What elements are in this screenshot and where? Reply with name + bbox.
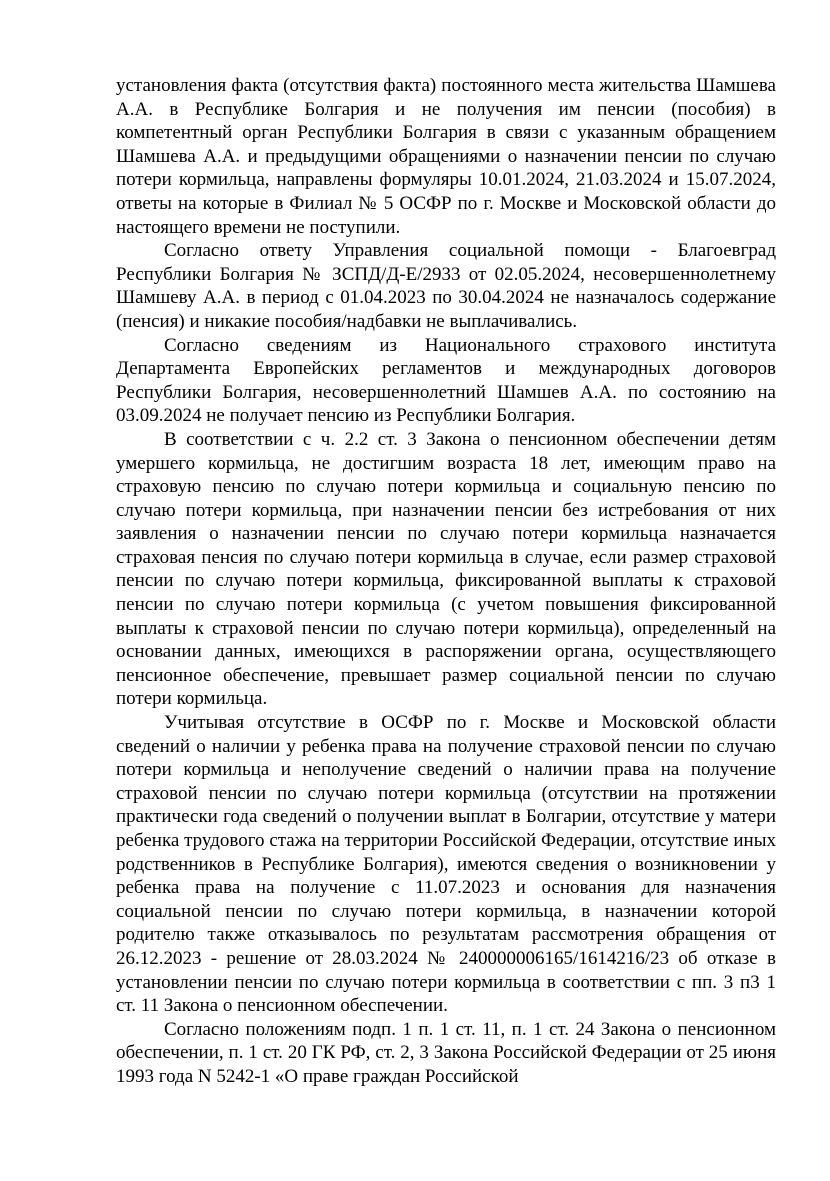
paragraph-legal-provisions: Согласно положениям подп. 1 п. 1 ст. 11, п. 1 ст. 24 Закона о пенсионном обеспечении, п. 1 ст. 20 ГК РФ, ст. 2, 3 Закона Российской Федерации от 25 июня 1993 года N 5242-1 «О праве граждан Российской: [116, 1018, 776, 1087]
paragraph-insurance-institute-info: Согласно сведениям из Национального страхового института Департамента Европейских регламентов и международных договоров Республики Болгария, несовершеннолетний Шамшев А.А. по состоянию на 03.09.2024 не получает пенсию из Республики Болгария.: [116, 334, 776, 427]
paragraph-considering-absence: Учитывая отсутствие в ОСФР по г. Москве и Московской области сведений о наличии у ребенка права на получение страховой пенсии по случаю потери кормильца и неполучение сведений о наличии права на получение страховой пенсии по случаю потери кормильца (отсутствии на протяжении практически года сведений о получении выплат в Болгарии, отсутствие у матери ребенка трудового стажа на территории Российской Федерации, отсутствие иных родственников в Республике Болгария), имеются сведения о возникновении у ребенка права на получение с 11.07.2023 и основания для назначения социальной пенсии по случаю потери кормильца, в назначении которой родителю также отказывалось по результатам рассмотрения обращения от 26.12.2023 - решение от 28.03.2024 № 240000006165/1614216/23 об отказе в установлении пенсии по случаю потери кормильца в соответствии с пп. 3 п3 1 ст. 11 Закона о пенсионном обеспечении.: [116, 712, 776, 1017]
paragraph-continuation: установления факта (отсутствия факта) постоянного места жительства Шамшева А.А. в Республике Болгария и не получения им пенсии (пособия) в компетентный орган Республики Болгария в связи с указанным обращением Шамшева А.А. и предыдущими обращениями о назначении пенсии по случаю потери кормильца, направлены формуляры 10.01.2024, 21.03.2024 и 15.07.2024, ответы на которые в Филиал № 5 ОСФР по г. Москве и Московской области до настоящего времени не поступили.: [116, 75, 776, 238]
paragraph-social-assistance-reply: Согласно ответу Управления социальной помощи - Благоевград Республики Болгария № ЗСПД/Д-Е/2933 от 02.05.2024, несовершеннолетнему Шамшеву А.А. в период с 01.04.2023 по 30.04.2024 не назначалось содержание (пенсия) и никакие пособия/надбавки не выплачивались.: [116, 240, 776, 332]
document-body: [116, 74, 776, 1089]
paragraph-law-article-reference: В соответствии с ч. 2.2 ст. 3 Закона о пенсионном обеспечении детям умершего кормильца, не достигшим возраста 18 лет, имеющим право на страховую пенсию по случаю потери кормильца и социальную пенсию по случаю потери кормильца, при назначении пенсии без истребования от них заявления о назначении пенсии по случаю потери кормильца назначается страховая пенсия по случаю потери кормильца в случае, если размер страховой пенсии по случаю потери кормильца, фиксированной выплаты к страховой пенсии по случаю потери кормильца (с учетом повышения фиксированной выплаты к страховой пенсии по случаю потери кормильца), определенный на основании данных, имеющихся в распоряжении органа, осуществляющего пенсионное обеспечение, превышает размер социальной пенсии по случаю потери кормильца.: [116, 428, 776, 710]
